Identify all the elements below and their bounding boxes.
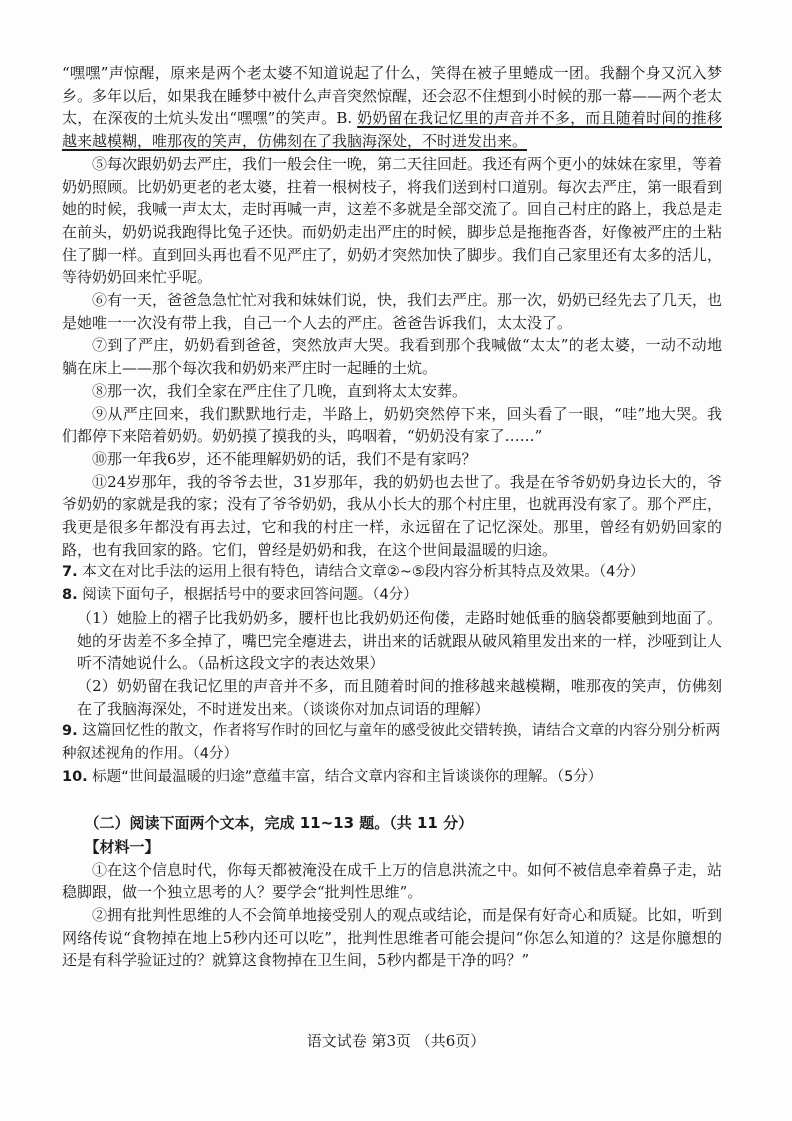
passage-paragraph-9: ⑨从严庄回来，我们默默地行走，半路上，奶奶突然停下来，回头看了一眼，“哇”地大哭。我们都停下来陪着奶奶。奶奶摸了摸我的头，呜咽着，“奶奶没有家了……” (62, 404, 722, 446)
page-footer: 语文试卷 第3页 （共6页） (306, 1032, 486, 1050)
question-8: 8. 阅读下面句子，根据括号中的要求回答问题。（4分） (62, 587, 418, 604)
material-paragraph-2: ②拥有批判性思维的人不会简单地接受别人的观点或结论，而是保有好奇心和质疑。比如，听到网络传说“食物掉在地上5秒内还可以吃”，批判性思维者可能会提问“你怎么知道的？这是你臆想的还是有科学验证过的？就算这食物掉在卫生间，5秒内都是干净的吗？” (62, 905, 723, 970)
passage-paragraph-5: ⑤每次跟奶奶去严庄，我们一般会住一晚，第二天往回赶。我还有两个更小的妹妹在家里，等着奶奶照顾。比奶奶更老的老太婆，拄着一根树枝子，将我们送到村口道别。每次去严庄，第一眼看到她的时候，我喊一声太太，走时再喊一声，这差不多就是全部交流了。回自己村庄的路上，我总是走在前头，奶奶说我跑得比兔子还快。而奶奶走出严庄的时候，脚步总是拖拖沓沓，好像被严庄的土粘住了脚一样。直到回头再也看不见严庄了，奶奶才突然加快了脚步。我们自己家里还有太多的活儿，等待奶奶回来忙乎呢。 (62, 154, 723, 287)
passage-paragraph-10: ⑩那一年我6岁，还不能理解奶奶的话，我们不是有家吗？ (92, 449, 477, 468)
passage-paragraph-continued: “嘿嘿”声惊醒，原来是两个老太婆不知道说起了什么，笑得在被子里蜷成一团。我翻个身又沉入梦乡。多年以后，如果我在睡梦中被什么声音突然惊醒，还会忍不住想到小时候的那一幕——两个老太太，在深夜的土炕头发出“嘿嘿”的笑声。B. 奶奶留在我记忆里的声音并不多，而且随着时间的推移越来越模糊，唯那夜的笑声，仿佛刻在了我脑海深处，不时迸发出来。 (62, 64, 723, 151)
question-7: 7. 本文在对比手法的运用上很有特色，请结合文章②~⑤段内容分析其特点及效果。（4分） (62, 564, 645, 581)
passage-paragraph-6: ⑥有一天，爸爸急急忙忙对我和妹妹们说，快，我们去严庄。那一次，奶奶已经先去了几天，也是她唯一一次没有带上我，自己一个人去的严庄。爸爸告诉我们，太太没了。 (62, 291, 723, 332)
passage-paragraph-8: ⑧那一次，我们全家在严庄住了几晚，直到将太太安葬。 (92, 381, 468, 400)
section-2-title: （二）阅读下面两个文本，完成 11~13 题。（共 11 分） (84, 813, 474, 832)
material-paragraph-1: ①在这个信息时代，你每天都被淹没在成千上万的信息洪流之中。如何不被信息牵着鼻子走，站稳脚跟，做一个独立思考的人？要学会“批判性思维”。 (62, 860, 723, 902)
question-8-item-1: （1）她脸上的褶子比我奶奶多，腰杆也比我奶奶还佝偻，走路时她低垂的脑袋都要触到地面了。她的牙齿差不多全掉了，嘴巴完全瘪进去，讲出来的话就跟从破风箱里发出来的一样，沙哑到让人听不清她说什么。（品析这段文字的表达效果） (77, 608, 723, 673)
passage-paragraph-7: ⑦到了严庄，奶奶看到爸爸，突然放声大哭。我看到那个我喊做“太太”的老太婆，一动不动地躺在床上——那个每次我和奶奶来严庄时一起睡的土炕。 (62, 336, 722, 378)
page-content (62, 62, 722, 972)
material-1-heading: 【材料一】 (84, 837, 160, 856)
question-9: 9. 这篇回忆性的散文，作者将写作时的回忆与童年的感受彼此交错转换，请结合文章的内容分别分析两种叙述视角的作用。（4分） (62, 723, 721, 763)
passage-paragraph-11: ⑪24岁那年，我的爷爷去世，31岁那年，我的奶奶也去世了。我是在爷爷奶奶身边长大的，爷爷奶奶的家就是我的家；没有了爷爷奶奶，我从小长大的那个村庄里，也就再没有家了。那个严庄，我更是很多年都没有再去过，它和我的村庄一样，永远留在了记忆深处。那里，曾经有奶奶回家的路，也有我回家的路。它们，曾经是奶奶和我，在这个世间最温暖的归途。 (62, 472, 723, 559)
underlined-sentence: 奶奶留在我记忆里的声音并不多，而且随着时间的推移越来越模糊，唯那夜的笑声，仿佛刻在了我脑海深处，不时迸发出来。 (62, 109, 722, 151)
question-8-item-2: （2）奶奶留在我记忆里的声音并不多，而且随着时间的推移越来越模糊，唯那夜的笑声，仿佛刻在了我脑海深处，不时迸发出来。（谈谈你对加点词语的理解） (77, 676, 722, 718)
marker-b: B. (336, 109, 353, 128)
question-10: 10. 标题“世间最温暖的归途”意蕴丰富，结合文章内容和主旨谈谈你的理解。（5分） (62, 768, 603, 785)
